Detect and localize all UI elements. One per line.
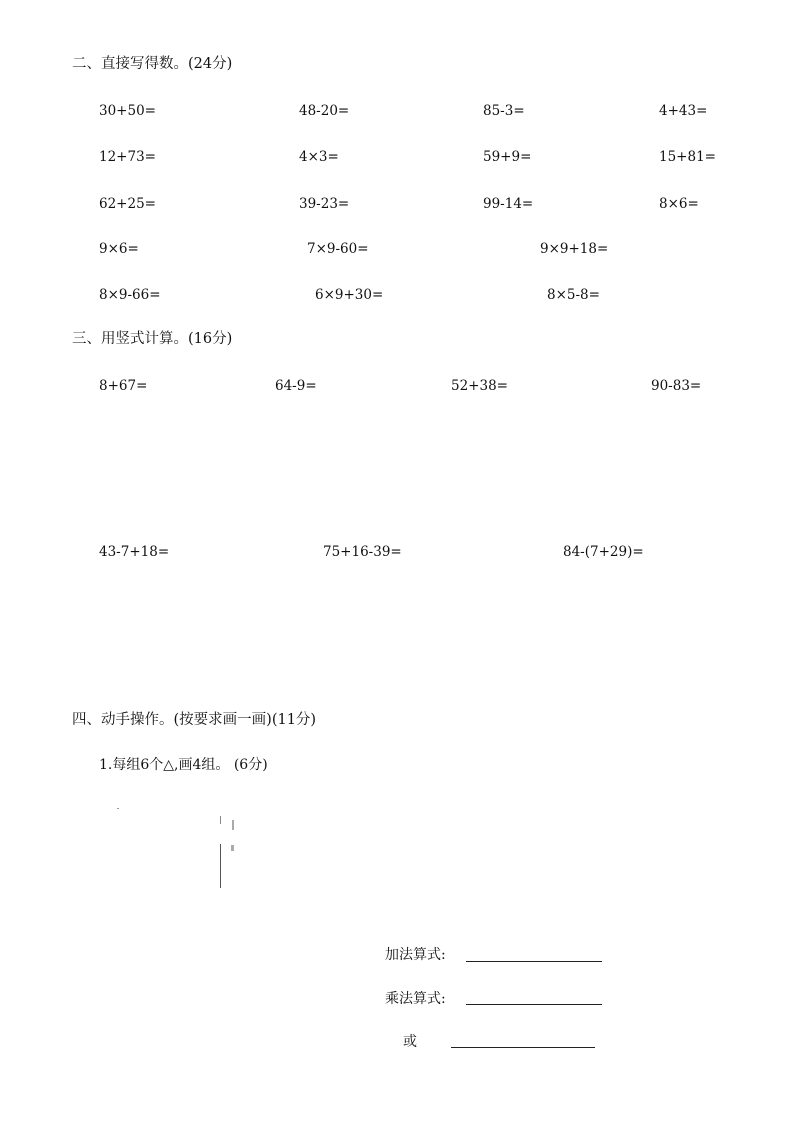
- vertical-problem: 90-83=: [651, 378, 702, 394]
- addition-formula-label: 加法算式:: [385, 947, 446, 963]
- problem: 99-14=: [483, 196, 534, 212]
- drawing-area-mark: [220, 844, 221, 888]
- drawing-area-mark: [231, 845, 234, 851]
- problem: 9×9+18=: [540, 241, 609, 257]
- drawing-area-mark: [117, 808, 119, 809]
- addition-formula-blank[interactable]: [466, 961, 602, 962]
- problem: 7×9-60=: [307, 241, 369, 257]
- drawing-area-mark: [232, 820, 234, 830]
- problem: 62+25=: [99, 196, 156, 212]
- problem: 4×3=: [299, 149, 339, 165]
- section3-heading: 三、用竖式计算。(16分): [72, 331, 233, 347]
- problem: 6×9+30=: [315, 287, 384, 303]
- vertical-problem: 43-7+18=: [99, 544, 170, 560]
- problem: 12+73=: [99, 149, 156, 165]
- problem: 4+43=: [659, 103, 708, 119]
- question-1: 1.每组6个△,画4组。 (6分): [99, 757, 268, 773]
- or-label: 或: [403, 1034, 417, 1050]
- problem: 48-20=: [299, 103, 350, 119]
- problem: 85-3=: [483, 103, 525, 119]
- problem: 9×6=: [99, 241, 139, 257]
- problem: 59+9=: [483, 149, 532, 165]
- problem: 8×6=: [659, 196, 699, 212]
- multiplication-formula-label: 乘法算式:: [385, 991, 446, 1007]
- alternate-formula-blank[interactable]: [451, 1047, 595, 1048]
- section4-heading: 四、动手操作。(按要求画一画)(11分): [72, 712, 317, 728]
- section2-heading: 二、直接写得数。(24分): [72, 56, 233, 72]
- multiplication-formula-blank[interactable]: [466, 1004, 602, 1005]
- vertical-problem: 75+16-39=: [323, 544, 402, 560]
- problem: 39-23=: [299, 196, 350, 212]
- problem: 8×9-66=: [99, 287, 161, 303]
- drawing-area-mark: [220, 816, 221, 824]
- vertical-problem: 8+67=: [99, 378, 148, 394]
- problem: 15+81=: [659, 149, 716, 165]
- vertical-problem: 84-(7+29)=: [563, 544, 644, 560]
- vertical-problem: 52+38=: [451, 378, 508, 394]
- problem: 30+50=: [99, 103, 156, 119]
- problem: 8×5-8=: [547, 287, 600, 303]
- vertical-problem: 64-9=: [275, 378, 317, 394]
